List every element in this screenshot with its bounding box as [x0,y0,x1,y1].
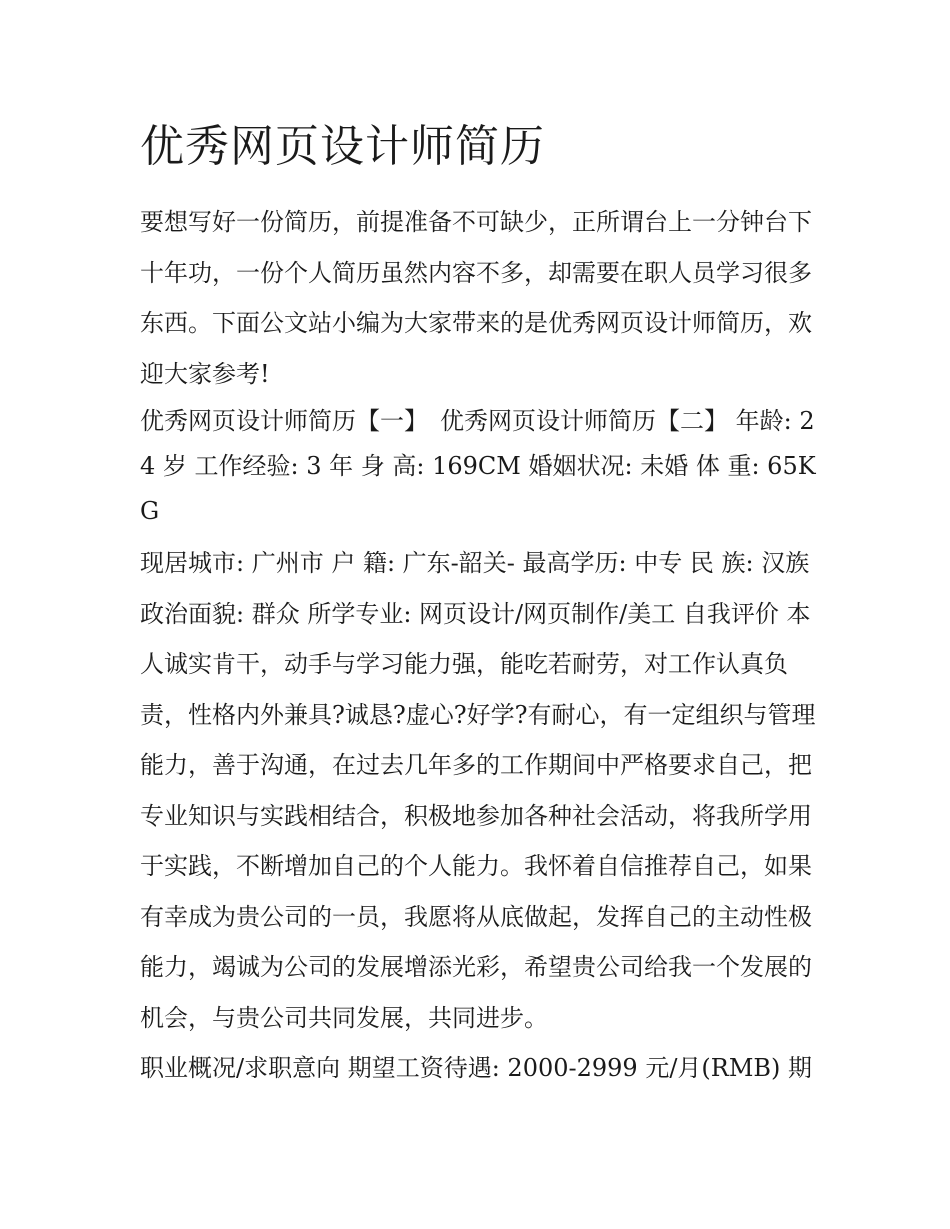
resume-basic-info-paragraph: 优秀网页设计师简历【一】 优秀网页设计师简历【二】 年龄: 24 岁 工作经验: 3 年 身 高: 169CM 婚姻状况: 未婚 体 重: 65KG [140,407,816,525]
career-intention-paragraph: 职业概况/求职意向 期望工资待遇: 2000-2999 元/月(RMB) 期 [140,1054,813,1082]
self-evaluation-paragraph: 现居城市: 广州市 户 籍: 广东-韶关- 最高学历: 中专 民 族: 汉族 政治面貌: 群众 所学专业: 网页设计/网页制作/美工 自我评价 本人诚实肯干，动手与学习能力强，能吃若耐劳，对工作认真负责，性格内外兼具?诚恳?虚心?好学?有耐心，有一定组织与管理能力，善于沟通，在过去几年多的工作期间中严格要求自己，把专业知识与实践相结合，积极地参加各种社会活动，将我所学用于实践，不断增加自己的个人能力。我怀着自信推荐自己，如果有幸成为贵公司的一员，我愿将从底做起，发挥自己的主动性极能力，竭诚为公司的发展增添光彩，希望贵公司给我一个发展的机会，与贵公司共同发展，共同进步。 [140,549,816,1032]
document-body [140,197,816,1094]
document-title: 优秀网页设计师简历 [140,121,545,172]
intro-paragraph: 要想写好一份简历，前提准备不可缺少，正所谓台上一分钟台下十年功，一份个人简历虽然内容不多，却需要在职人员学习很多东西。下面公文站小编为大家带来的是优秀网页设计师简历，欢迎大家参考! [140,208,812,388]
